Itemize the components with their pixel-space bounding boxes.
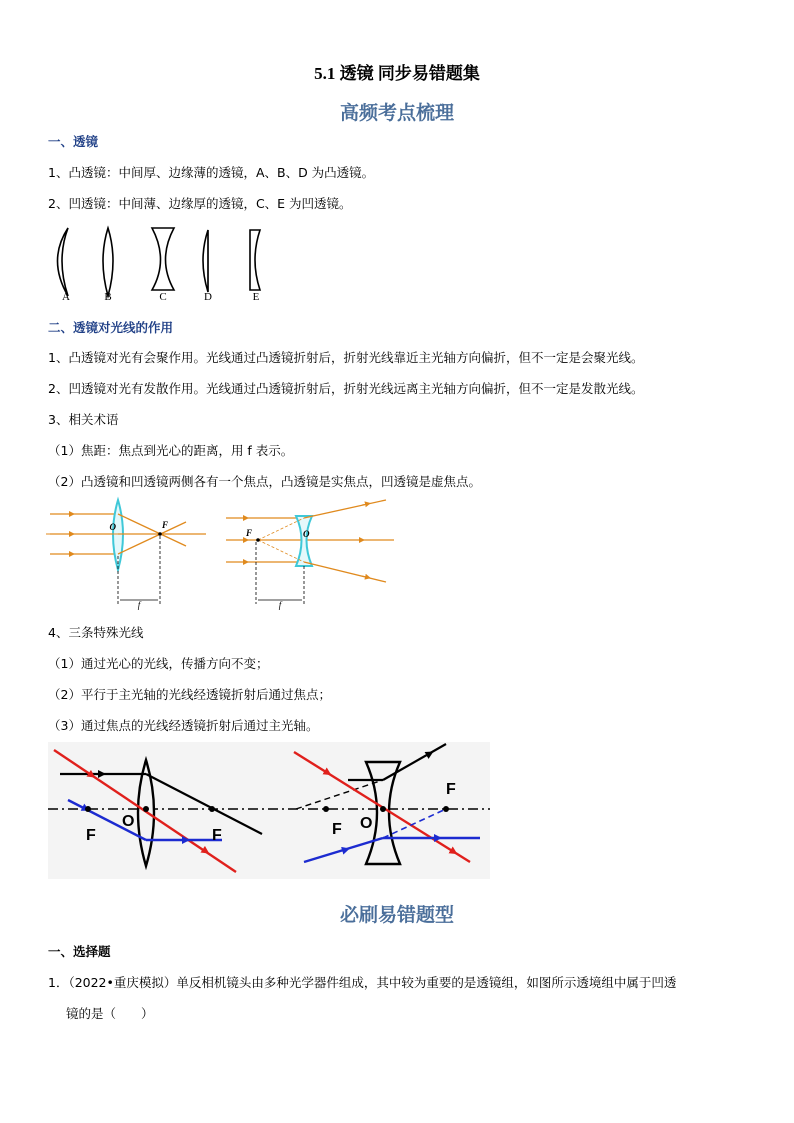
text-ray-rule-1: （1）通过光心的光线，传播方向不变； bbox=[48, 656, 269, 671]
concave-f-label: F bbox=[245, 528, 252, 538]
lens-a-shape bbox=[58, 228, 69, 296]
text-concave-effect: 2、凹透镜对光有发散作用。光线通过凸透镜折射后，折射光线远离主光轴方向偏折，但不一定是发散光线。 bbox=[48, 381, 644, 396]
concave-focal-length-label: f bbox=[278, 600, 282, 610]
lens-shapes-diagram bbox=[46, 220, 276, 304]
lens-b-shape bbox=[103, 228, 113, 296]
question-1-line-1: 1．（2022•重庆模拟）单反相机镜头由多种光学器件组成，其中较为重要的是透镜组，如图所示透境组中属于凹透 bbox=[48, 975, 677, 990]
rays-right-f2-label: F bbox=[446, 781, 456, 798]
text-terms: 3、相关术语 bbox=[48, 412, 119, 427]
lens-label-e: E bbox=[252, 291, 260, 303]
text-convex-effect: 1、凸透镜对光有会聚作用。光线通过凸透镜折射后，折射光线靠近主光轴方向偏折，但不一定是会聚光线。 bbox=[48, 350, 644, 365]
heading-lens-effect: 二、透镜对光线的作用 bbox=[48, 320, 174, 335]
text-special-rays: 4、三条特殊光线 bbox=[48, 625, 144, 640]
concave-o-label: O bbox=[303, 529, 310, 539]
rays-left-f2-label: F bbox=[212, 827, 222, 844]
convex-o-label: O bbox=[109, 522, 116, 532]
lens-d-shape bbox=[203, 230, 208, 292]
text-focal-length: （1）焦距：焦点到光心的距离，用 f 表示。 bbox=[48, 443, 294, 458]
convex-focal-length-label: f bbox=[137, 600, 141, 610]
rays-right-f-label: F bbox=[332, 821, 342, 838]
rays-right-o-label: O bbox=[360, 815, 373, 832]
lens-e-shape bbox=[250, 230, 260, 290]
section-title-summary: 高频考点梳理 bbox=[339, 103, 454, 124]
heading-lens: 一、透镜 bbox=[48, 134, 99, 149]
text-convex-definition: 1、凸透镜：中间厚、边缘薄的透镜，A、B、D 为凸透镜。 bbox=[48, 165, 375, 180]
convex-f-label: F bbox=[162, 520, 169, 530]
text-focal-points: （2）凸透镜和凹透镜两侧各有一个焦点，凸透镜是实焦点，凹透镜是虚焦点。 bbox=[48, 474, 481, 489]
rays-left-o-label: O bbox=[122, 813, 135, 830]
text-ray-rule-2: （2）平行于主光轴的光线经透镜折射后通过焦点； bbox=[48, 687, 331, 702]
lens-label-c: C bbox=[159, 291, 167, 303]
text-ray-rule-3: （3）通过焦点的光线经透镜折射后通过主光轴。 bbox=[48, 718, 319, 733]
heading-choice: 一、选择题 bbox=[48, 944, 111, 959]
text-concave-definition: 2、凹透镜：中间薄、边缘厚的透镜，C、E 为凹透镜。 bbox=[48, 196, 352, 211]
concave-focus-diagram bbox=[226, 500, 394, 610]
lens-label-d: D bbox=[204, 291, 212, 303]
lens-label-a: A bbox=[62, 291, 70, 303]
focal-point-diagram bbox=[46, 496, 406, 612]
special-rays-diagram bbox=[48, 742, 490, 879]
lens-label-b: B bbox=[104, 291, 112, 303]
question-1-line-2: 镜的是（ ） bbox=[66, 1006, 154, 1021]
section-title-exercises: 必刷易错题型 bbox=[339, 905, 454, 926]
page-title: 5.1 透镜 同步易错题集 bbox=[314, 64, 480, 83]
convex-focus-diagram bbox=[46, 500, 206, 610]
rays-left-f-label: F bbox=[86, 827, 96, 844]
lens-c-shape bbox=[152, 228, 174, 290]
